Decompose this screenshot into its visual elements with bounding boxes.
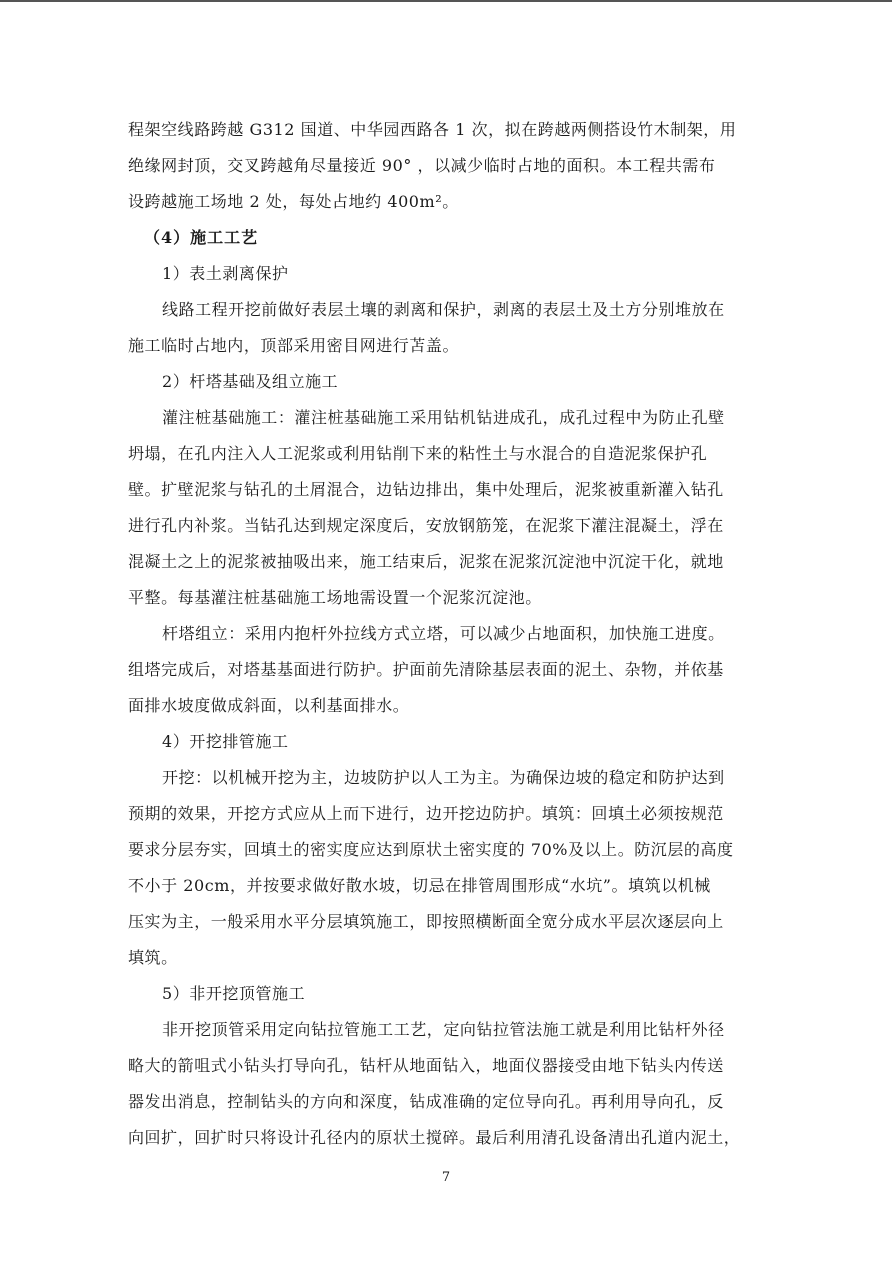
page-top-border <box>0 0 892 2</box>
subsection-heading: 5）非开挖顶管施工 <box>162 984 306 1003</box>
text-line: 绝缘网封顶，交叉跨越角尽量接近 90° ，以减少临时占地的面积。本工程共需布 <box>128 156 716 175</box>
text-line: 设跨越施工场地 2 处，每处占地约 400m²。 <box>128 192 459 211</box>
text-line: 器发出消息，控制钻头的方向和深度，钻成准确的定位导向孔。再利用导向孔，反 <box>128 1092 724 1111</box>
paragraph-first-line: 杆塔组立：采用内抱杆外拉线方式立塔，可以减少占地面积，加快施工进度。 <box>162 624 725 643</box>
document-body <box>128 112 770 1156</box>
paragraph-first-line: 线路工程开挖前做好表层土壤的剥离和保护，剥离的表层土及土方分别堆放在 <box>162 300 725 319</box>
text-line: 压实为主，一般采用水平分层填筑施工，即按照横断面全宽分成水平层次逐层向上 <box>128 912 724 931</box>
text-line: 组塔完成后，对塔基基面进行防护。护面前先清除基层表面的泥土、杂物，并依基 <box>128 660 724 679</box>
page-number: 7 <box>441 1170 451 1185</box>
text-line: 向回扩，回扩时只将设计孔径内的原状土搅碎。最后利用清孔设备清出孔道内泥土， <box>128 1128 741 1147</box>
section-heading: （4）施工工艺 <box>144 228 259 247</box>
paragraph-first-line: 灌注桩基础施工：灌注桩基础施工采用钻机钻进成孔，成孔过程中为防止孔壁 <box>162 408 725 427</box>
text-line: 平整。每基灌注桩基础施工场地需设置一个泥浆沉淀池。 <box>128 588 542 607</box>
subsection-heading: 2）杆塔基础及组立施工 <box>162 372 339 391</box>
text-line: 坍塌，在孔内注入人工泥浆或利用钻削下来的粘性土与水混合的自造泥浆保护孔 <box>128 444 708 463</box>
text-line: 程架空线路跨越 G312 国道、中华园西路各 1 次，拟在跨越两侧搭设竹木制架，用 <box>128 120 737 139</box>
text-line: 不小于 20cm，并按要求做好散水坡，切忌在排管周围形成“水坑”。填筑以机械 <box>128 876 711 895</box>
text-line: 面排水坡度做成斜面，以利基面排水。 <box>128 696 410 715</box>
text-line: 混凝土之上的泥浆被抽吸出来，施工结束后，泥浆在泥浆沉淀池中沉淀干化，就地 <box>128 552 724 571</box>
text-line: 要求分层夯实，回填土的密实度应达到原状土密实度的 70%及以上。防沉层的高度 <box>128 840 734 859</box>
text-line: 略大的箭咀式小钻头打导向孔，钻杆从地面钻入，地面仪器接受由地下钻头内传送 <box>128 1056 724 1075</box>
subsection-heading: 4）开挖排管施工 <box>162 732 289 751</box>
paragraph-first-line: 非开挖顶管采用定向钻拉管施工工艺，定向钻拉管法施工就是利用比钻杆外径 <box>162 1020 725 1039</box>
text-line: 预期的效果，开挖方式应从上而下进行，边开挖边防护。填筑：回填土必须按规范 <box>128 804 724 823</box>
text-line: 施工临时占地内，顶部采用密目网进行苫盖。 <box>128 336 460 355</box>
paragraph-first-line: 开挖：以机械开挖为主，边坡防护以人工为主。为确保边坡的稳定和防护达到 <box>162 768 725 787</box>
text-line: 进行孔内补浆。当钻孔达到规定深度后，安放钢筋笼，在泥浆下灌注混凝土，浮在 <box>128 516 724 535</box>
text-line: 壁。扩壁泥浆与钻孔的土屑混合，边钻边排出，集中处理后，泥浆被重新灌入钻孔 <box>128 480 724 499</box>
text-line: 填筑。 <box>128 948 178 967</box>
subsection-heading: 1）表土剥离保护 <box>162 264 289 283</box>
